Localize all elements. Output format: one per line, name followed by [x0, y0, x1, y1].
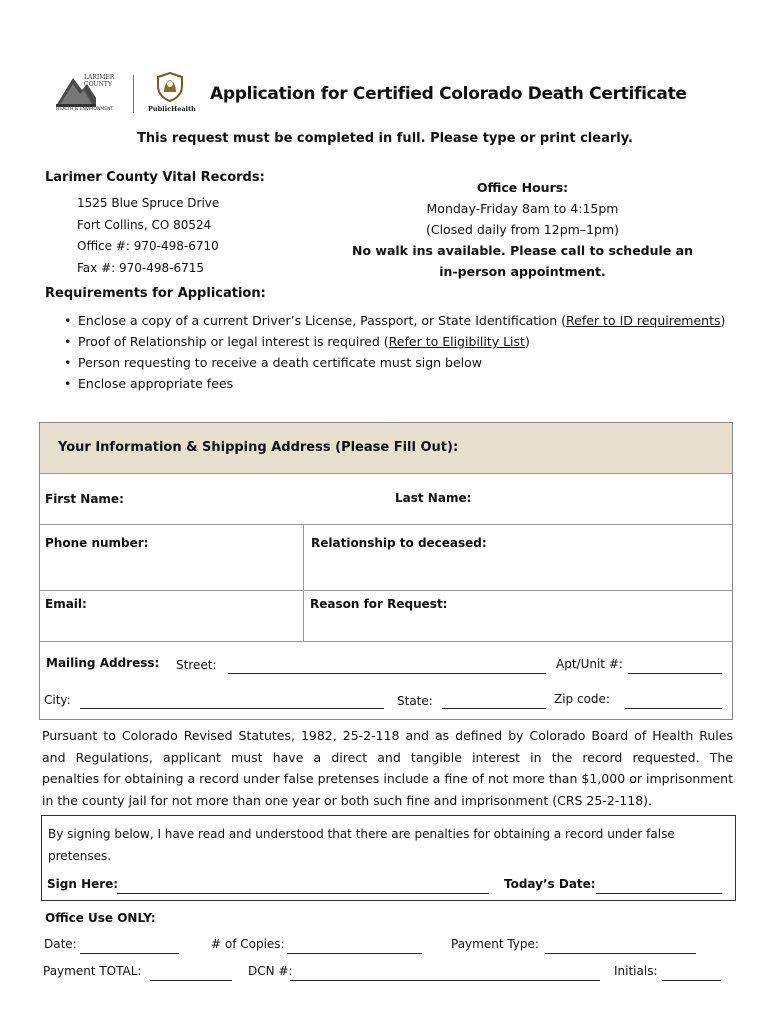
apt-input[interactable] [628, 660, 722, 674]
payment-total-label: Payment TOTAL: [43, 964, 142, 978]
office-use-heading: Office Use ONLY: [45, 911, 156, 925]
relationship-field[interactable]: Relationship to deceased: [311, 536, 487, 550]
zip-label: Zip code: [554, 692, 610, 706]
requirement-item: • Enclose a copy of a current Driver’s License, Passport, or State Identification (Refer to ID requirements) [62, 310, 752, 331]
address-line: Fort Collins, CO 80524 [77, 217, 212, 232]
requirement-item: • Enclose appropriate fees [62, 373, 752, 394]
requirement-item: • Proof of Relationship or legal interest is required (Refer to Eligibility List) [62, 331, 752, 352]
state-label: State: [397, 694, 433, 708]
hours-line: Monday-Friday 8am to 4:15pm [426, 201, 619, 216]
legal-line: penalties for obtaining a record under false pretenses include a fine of not more than $1,000 or imprisonment [42, 771, 733, 786]
county-word-1: LARIMER [84, 74, 115, 81]
hours-note: No walk ins available. Please call to schedule an [352, 243, 693, 258]
legal-line: in the county jail for not more than one year or both such fine and imprisonment (CRS 25-2-118). [42, 792, 652, 808]
id-requirements-link[interactable]: Refer to ID requirements [566, 313, 721, 328]
hours-note: in-person appointment. [439, 264, 606, 279]
address-line: Fax #: 970-498-6715 [77, 260, 204, 275]
reason-field[interactable]: Reason for Request: [310, 597, 448, 611]
initials-input[interactable] [662, 967, 721, 981]
zip-input[interactable] [625, 695, 722, 709]
reason-cell[interactable] [304, 591, 732, 642]
last-name-field[interactable]: Last Name: [395, 491, 472, 505]
apt-label: Apt/Unit #: [556, 657, 623, 671]
requirement-item: • Person requesting to receive a death certificate must sign below [62, 352, 752, 373]
office-address [77, 193, 219, 279]
city-input[interactable] [80, 695, 384, 709]
city-label: City: [44, 693, 71, 707]
todays-date-input[interactable] [596, 880, 722, 894]
logo-divider [133, 75, 134, 113]
street-input[interactable] [228, 660, 546, 674]
phone-field[interactable]: Phone number: [45, 536, 149, 550]
street-label: Street: [176, 658, 217, 672]
address-line: 1525 Blue Spruce Drive [77, 196, 220, 210]
phone-cell[interactable] [40, 525, 304, 591]
public-health-text: PublicHealth [148, 105, 196, 113]
office-heading: Larimer County Vital Records: [45, 170, 265, 185]
legal-statement [42, 725, 733, 811]
legal-line: and Regulations, applicant must have a direct and tangible interest in the record requested. The [42, 749, 733, 765]
dcn-label: DCN #: [248, 964, 293, 978]
first-name-field[interactable]: First Name: [45, 492, 124, 506]
name-row[interactable] [40, 474, 732, 525]
legal-line: Pursuant to Colorado Revised Statutes, 1982, 25-2-118 and as defined by Colorado Board of Health Rules [42, 728, 733, 743]
county-dept-text: HEALTH & ENVIRONMENT [56, 107, 114, 112]
shield-icon [157, 72, 183, 102]
page-title: Application for Certified Colorado Death Certificate [210, 84, 687, 104]
relationship-cell[interactable] [304, 525, 732, 591]
copies-input[interactable] [287, 940, 422, 954]
initials-label: Initials: [614, 964, 658, 978]
requirements-list [62, 310, 752, 394]
county-word-2: COUNTY [84, 81, 112, 88]
copies-label: # of Copies: [211, 937, 285, 951]
public-health-logo [145, 72, 197, 116]
state-input[interactable] [442, 695, 546, 709]
dcn-input[interactable] [290, 967, 600, 981]
form-section-header [40, 423, 732, 474]
payment-type-input[interactable] [545, 940, 696, 954]
hours-heading: Office Hours: [476, 180, 569, 195]
signature-statement: By signing below, I have read and understood that there are penalties for obtaining a record under false pretenses. [48, 827, 675, 863]
payment-type-label: Payment Type: [451, 937, 539, 951]
eligibility-list-link[interactable]: Refer to Eligibility List [388, 334, 525, 349]
address-line: Office #: 970-498-6710 [77, 239, 219, 253]
form-section-title: Your Information & Shipping Address (Please Fill Out): [58, 440, 459, 455]
page-subtitle: This request must be completed in full. Please type or print clearly. [137, 131, 633, 146]
email-cell[interactable] [40, 591, 304, 642]
payment-total-input[interactable] [150, 967, 232, 981]
sign-here-label: Sign Here: [47, 877, 119, 891]
requirements-heading: Requirements for Application: [45, 286, 266, 301]
mailing-address-label: Mailing Address: [46, 656, 160, 670]
email-field[interactable]: Email: [45, 597, 87, 611]
hours-line: (Closed daily from 12pm–1pm) [425, 222, 620, 237]
office-hours [350, 177, 695, 282]
signature-box [41, 815, 736, 901]
applicant-form [39, 422, 733, 720]
signature-input[interactable] [117, 880, 489, 894]
office-date-input[interactable] [80, 940, 179, 954]
larimer-county-logo [56, 72, 128, 116]
todays-date-label: Today’s Date: [504, 877, 596, 891]
office-date-label: Date: [44, 937, 77, 951]
